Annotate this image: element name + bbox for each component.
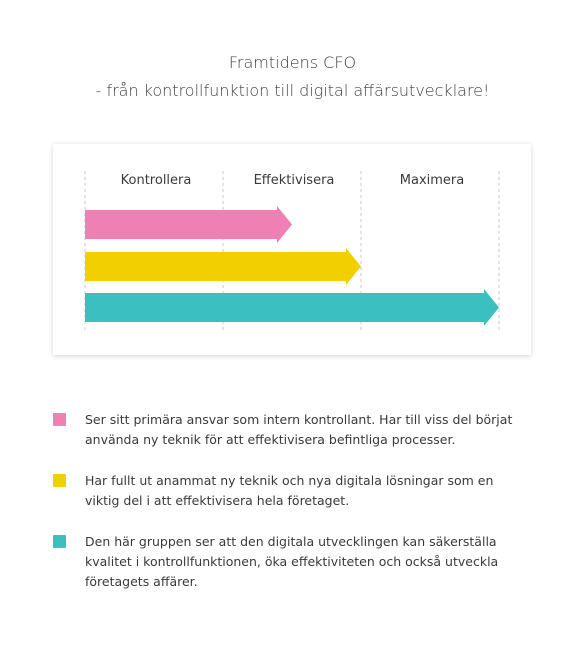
legend-swatch-teal	[53, 535, 66, 548]
page-title: Framtidens CFO	[228, 53, 357, 72]
legend-text-control: Ser sitt primära ansvar som intern kontrollant. Har till viss del börjat använda ny teknik för att effektivisera befintliga processer.	[85, 412, 513, 447]
arrow-maximize	[85, 289, 499, 326]
stage-label-maximera: Maximera	[399, 173, 465, 188]
legend-text-maximize: Den här gruppen ser att den digitala utvecklingen kan säkerställa kvalitet i kontrollfunktionen, öka effektiviteten och också utveckla företagets affärer.	[85, 534, 499, 589]
legend-swatch-yellow	[53, 474, 66, 487]
legend-text-efficiency: Har fullt ut anammat ny teknik och nya digitala lösningar som en viktig del i att effektivisera hela företaget.	[85, 473, 494, 508]
arrow-control	[85, 206, 292, 243]
page-subtitle: - från kontrollfunktion till digital affärsutvecklare!	[95, 81, 490, 100]
progression-diagram	[53, 144, 531, 355]
stage-label-kontrollera: Kontrollera	[120, 173, 192, 188]
legend-swatch-pink	[53, 413, 66, 426]
arrow-efficiency	[85, 248, 361, 285]
stage-label-effektivisera: Effektivisera	[253, 173, 335, 188]
